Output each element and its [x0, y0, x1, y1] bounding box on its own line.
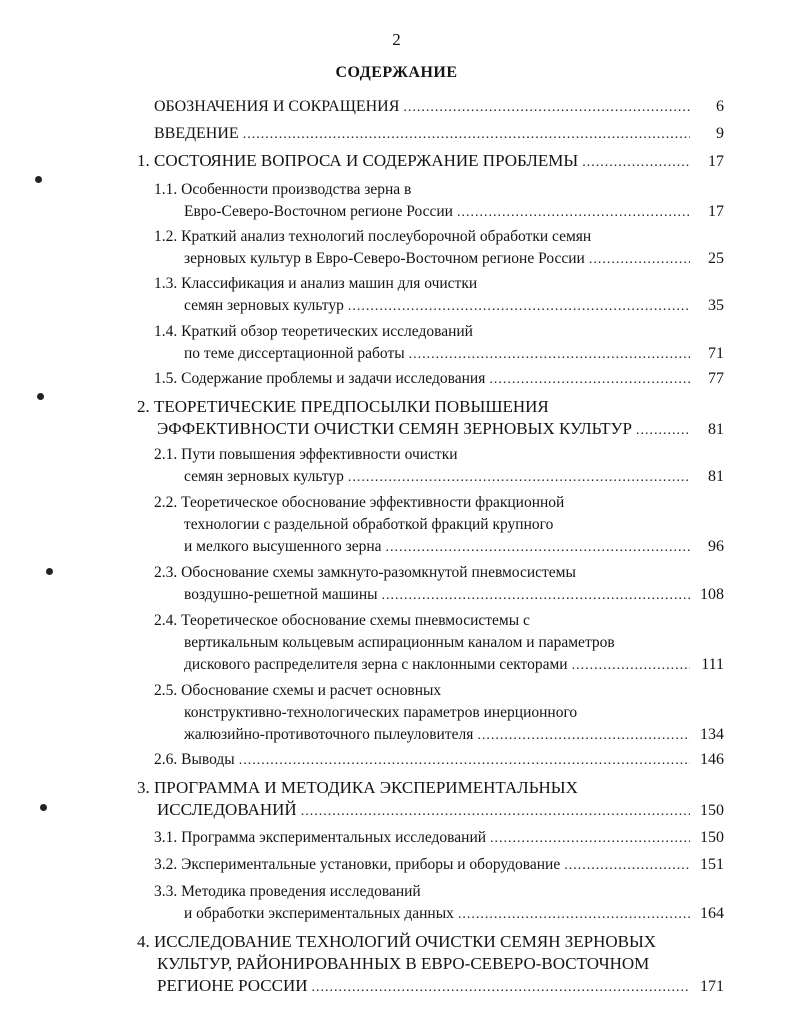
dot-leader [239, 750, 690, 772]
toc-entry[interactable] [137, 150, 724, 174]
dot-leader [403, 97, 690, 119]
toc-entry[interactable] [137, 610, 724, 677]
toc-entry-text: жалюзийно-противоточного пылеуловителя [184, 726, 474, 743]
toc-entry-text: 3.2. Экспериментальные установки, приборы и оборудование [154, 856, 561, 873]
toc-page-number: 71 [708, 345, 724, 362]
toc-entry-text: ВВЕДЕНИЕ [154, 125, 239, 142]
binding-hole-1 [35, 176, 42, 183]
toc-page-number: 81 [708, 468, 724, 485]
toc-entry[interactable] [137, 749, 724, 772]
dot-leader [636, 420, 690, 442]
toc-entry-text: РЕГИОНЕ РОССИИ [157, 976, 308, 995]
toc-entry[interactable] [137, 226, 724, 271]
dot-leader [589, 249, 690, 271]
toc-page-number: 9 [716, 125, 724, 142]
toc-page-number: 150 [700, 829, 724, 846]
binding-hole-2 [37, 393, 44, 400]
toc-entry[interactable] [137, 321, 724, 366]
toc-entry-text: 2.4. Теоретическое обоснование схемы пневмосистемы с [154, 612, 530, 629]
toc-entry[interactable] [137, 96, 724, 119]
toc-page-number: 35 [708, 297, 724, 314]
toc-entry-text: 1.4. Краткий обзор теоретических исследований [154, 323, 473, 340]
dot-leader [301, 801, 690, 823]
toc-entry[interactable] [137, 396, 724, 442]
toc-page-number: 151 [700, 856, 724, 873]
toc-entry[interactable] [137, 827, 724, 850]
toc-page-number: 146 [700, 751, 724, 768]
dot-leader [348, 296, 690, 318]
toc-entry-text: 1.2. Краткий анализ технологий послеуборочной обработки семян [154, 228, 592, 245]
toc-entry-text: 4. ИССЛЕДОВАНИЕ ТЕХНОЛОГИЙ ОЧИСТКИ СЕМЯН ЗЕРНОВЫХ [137, 932, 657, 951]
dot-leader [477, 725, 690, 747]
table-of-contents [137, 96, 724, 999]
toc-entry[interactable] [137, 444, 724, 489]
toc-entry-text: 3.3. Методика проведения исследований [154, 883, 421, 900]
toc-entry[interactable] [137, 273, 724, 318]
toc-entry-text: Евро-Северо-Восточном регионе России [184, 203, 453, 220]
toc-entry[interactable] [137, 680, 724, 747]
toc-page-number: 17 [708, 203, 724, 220]
toc-entry-text: 3. ПРОГРАММА И МЕТОДИКА ЭКСПЕРИМЕНТАЛЬНЫХ [137, 778, 578, 797]
toc-entry[interactable] [137, 777, 724, 823]
toc-page-number: 111 [701, 656, 724, 673]
toc-page-number: 17 [708, 153, 724, 170]
toc-entry[interactable] [137, 492, 724, 559]
toc-entry-text: 1.5. Содержание проблемы и задачи исследования [154, 370, 486, 387]
toc-entry-text: ИССЛЕДОВАНИЙ [157, 800, 297, 819]
toc-entry-text: 2.6. Выводы [154, 751, 235, 768]
dot-leader [458, 904, 690, 926]
dot-leader [243, 124, 690, 146]
toc-entry-text: КУЛЬТУР, РАЙОНИРОВАННЫХ В ЕВРО-СЕВЕРО-ВОСТОЧНОМ [157, 954, 650, 973]
binding-hole-3 [46, 568, 53, 575]
toc-entry[interactable] [137, 881, 724, 926]
toc-entry-text: технологии с раздельной обработкой фракций крупного [184, 516, 554, 533]
page-number: 2 [392, 30, 401, 49]
toc-entry-text: и мелкого высушенного зерна [184, 538, 382, 555]
toc-entry-text: 2.3. Обоснование схемы замкнуто-разомкнутой пневмосистемы [154, 564, 576, 581]
toc-entry-text: по теме диссертационной работы [184, 345, 405, 362]
toc-page-number: 108 [700, 586, 724, 603]
dot-leader [312, 977, 690, 999]
toc-entry[interactable] [137, 179, 724, 224]
dot-leader [572, 655, 690, 677]
toc-entry-text: конструктивно-технологических параметров инерционного [184, 704, 578, 721]
toc-entry-text: 2.1. Пути повышения эффективности очистки [154, 446, 458, 463]
toc-entry[interactable] [137, 562, 724, 607]
dot-leader [457, 202, 690, 224]
toc-entry-text: 1.1. Особенности производства зерна в [154, 181, 412, 198]
toc-page-number: 81 [708, 421, 724, 438]
toc-page-number: 150 [700, 802, 724, 819]
toc-entry-text: ОБОЗНАЧЕНИЯ И СОКРАЩЕНИЯ [154, 98, 400, 115]
toc-entry-text: 2.2. Теоретическое обоснование эффективности фракционной [154, 494, 565, 511]
toc-entry-text: ЭФФЕКТИВНОСТИ ОЧИСТКИ СЕМЯН ЗЕРНОВЫХ КУЛЬТУР [157, 419, 632, 438]
toc-entry-text: 2. ТЕОРЕТИЧЕСКИЕ ПРЕДПОСЫЛКИ ПОВЫШЕНИЯ [137, 397, 549, 416]
toc-entry[interactable] [137, 368, 724, 391]
toc-entry[interactable] [137, 854, 724, 877]
toc-page-number: 171 [700, 978, 724, 995]
toc-entry-text: и обработки экспериментальных данных [184, 905, 454, 922]
toc-entry-text: 1. СОСТОЯНИЕ ВОПРОСА И СОДЕРЖАНИЕ ПРОБЛЕМЫ [137, 151, 579, 170]
toc-page-number: 134 [700, 726, 724, 743]
toc-entry-text: семян зерновых культур [184, 468, 344, 485]
dot-leader [582, 152, 690, 174]
toc-entry-text: вертикальным кольцевым аспирационным каналом и параметров [184, 634, 615, 651]
toc-page-number: 6 [716, 98, 724, 115]
toc-entry-text: 2.5. Обоснование схемы и расчет основных [154, 682, 442, 699]
dot-leader [409, 344, 690, 366]
toc-page-number: 164 [700, 905, 724, 922]
dot-leader [348, 467, 690, 489]
dot-leader [490, 828, 690, 850]
toc-entry-text: семян зерновых культур [184, 297, 344, 314]
dot-leader [382, 585, 690, 607]
toc-entry[interactable] [137, 931, 724, 999]
dot-leader [564, 855, 690, 877]
toc-page-number: 77 [708, 370, 724, 387]
toc-entry-text: зерновых культур в Евро-Северо-Восточном регионе России [184, 250, 585, 267]
toc-entry-text: 1.3. Классификация и анализ машин для очистки [154, 275, 478, 292]
toc-entry-text: дискового распределителя зерна с наклонными секторами [184, 656, 568, 673]
toc-entry-text: 3.1. Программа экспериментальных исследований [154, 829, 487, 846]
toc-page-number: 25 [708, 250, 724, 267]
toc-entry[interactable] [137, 123, 724, 146]
dot-leader [489, 369, 690, 391]
toc-title: СОДЕРЖАНИЕ [335, 64, 458, 81]
toc-entry-text: воздушно-решетной машины [184, 586, 378, 603]
dot-leader [386, 537, 690, 559]
toc-page-number: 96 [708, 538, 724, 555]
binding-hole-4 [40, 804, 47, 811]
